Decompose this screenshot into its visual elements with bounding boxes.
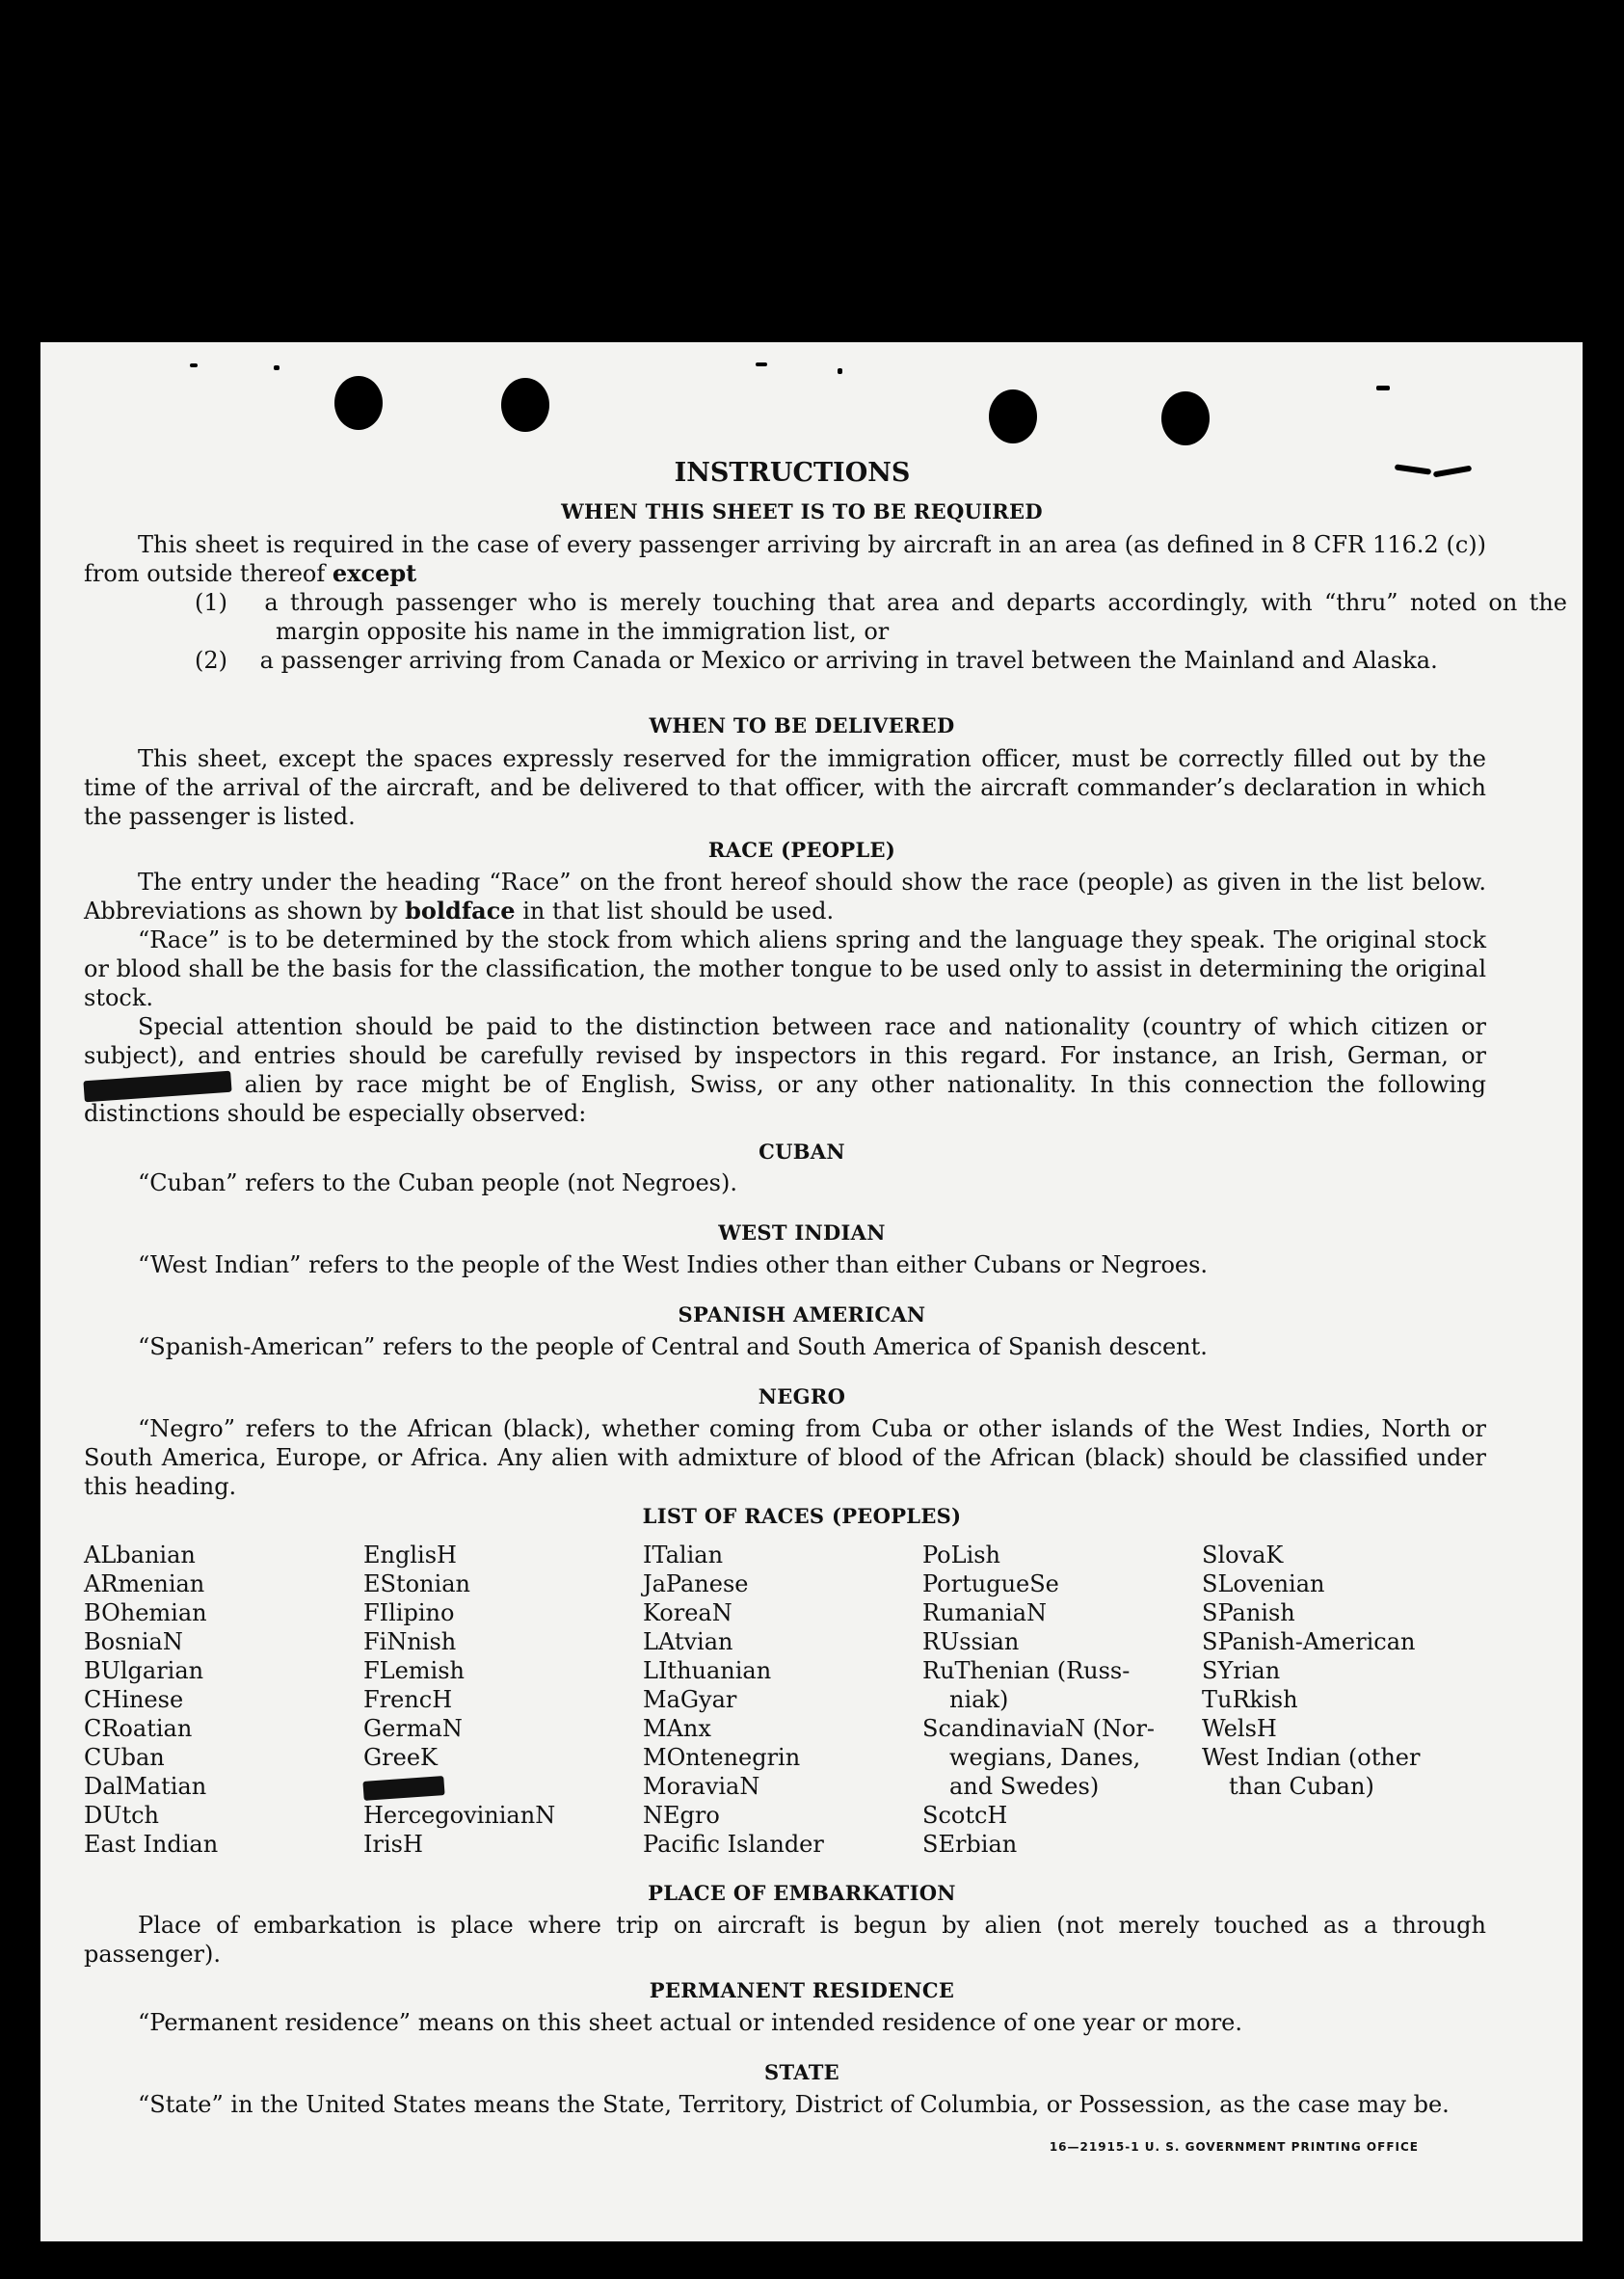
race-entry: than Cuban): [1229, 1773, 1374, 1800]
race-entry: TuRkish: [1202, 1686, 1298, 1713]
race-entry: IrisH: [363, 1831, 423, 1858]
race-entry: NEgro: [643, 1802, 720, 1829]
race-entry: RumaniaN: [922, 1599, 1048, 1626]
race-entry: ARmenian: [84, 1570, 205, 1597]
race-entry: CHinese: [84, 1686, 184, 1713]
race-p3-text: Special attention should be paid to the distinction between race and nationality (country of which citizen or subject), and entries should be carefully revised by inspectors in this regard. For instance, an Irish, German, or: [84, 1013, 1486, 1069]
race-entry: JaPanese: [643, 1570, 749, 1597]
printing-office-footer: 16—21915-1 U. S. GOVERNMENT PRINTING OFFICE: [1049, 2140, 1419, 2154]
race-entry: ALbanian: [84, 1542, 196, 1568]
punch-hole: [334, 376, 383, 430]
speck: [756, 362, 767, 366]
redacted-race-entry: [362, 1776, 444, 1801]
races-column-1: [84, 1541, 218, 1859]
race-p1-text: The entry under the heading “Race” on the front hereof should show the race (people) as given in the list below. Abbreviations as shown by: [84, 869, 1486, 925]
paragraph-negro: “Negro” refers to the African (black), whether coming from Cuba or other islands of the West Indies, North or South America, Europe, or Africa. Any alien with admixture of blood of the African (black) should be classified under this heading.: [84, 1415, 1486, 1500]
heading-negro: NEGRO: [758, 1384, 846, 1408]
paragraph-race-3: [84, 1012, 1486, 1128]
document-title: INSTRUCTIONS: [674, 458, 911, 488]
race-entry: GermaN: [363, 1715, 463, 1742]
redacted-word: [83, 1070, 231, 1102]
required-intro-bold: except: [332, 559, 417, 587]
speck: [838, 368, 842, 374]
required-intro: This sheet is required in the case of every passenger arriving by aircraft in an area (as defined in 8 CFR 116.2 (c)) from outside thereof: [84, 531, 1486, 587]
race-entry: SLovenian: [1202, 1570, 1325, 1597]
race-entry: FiNnish: [363, 1628, 457, 1655]
races-column-5: [1202, 1541, 1420, 1801]
race-entry: ITalian: [643, 1542, 724, 1568]
race-entry: ScotcH: [922, 1802, 1008, 1829]
race-entry: CUban: [84, 1744, 165, 1771]
race-p3-text-end: alien by race might be of English, Swiss, or any other nationality. In this connection the following distinctions should be especially observed:: [84, 1071, 1486, 1127]
race-entry: PoLish: [922, 1542, 1001, 1568]
race-entry: Pacific Islander: [643, 1831, 824, 1858]
item-text: a passenger arriving from Canada or Mexico or arriving in travel between the Mainland and Alaska.: [259, 647, 1438, 674]
race-entry: MAnx: [643, 1715, 711, 1742]
heading-cuban: CUBAN: [759, 1140, 845, 1164]
race-entry: LIthuanian: [643, 1657, 772, 1684]
race-entry: KoreaN: [643, 1599, 732, 1626]
race-entry: DalMatian: [84, 1773, 207, 1800]
race-entry: SYrian: [1202, 1657, 1281, 1684]
required-item-1: [195, 588, 1567, 646]
race-entry: FIlipino: [363, 1599, 455, 1626]
heading-residence: PERMANENT RESIDENCE: [649, 1978, 955, 2002]
race-entry: SErbian: [922, 1831, 1018, 1858]
item-number: (1): [195, 589, 227, 616]
speck: [190, 363, 198, 367]
heading-west-indian: WEST INDIAN: [718, 1220, 886, 1245]
race-p1-bold: boldface: [405, 897, 516, 925]
race-entry: FrencH: [363, 1686, 453, 1713]
race-entry: and Swedes): [949, 1773, 1100, 1800]
heading-embarkation: PLACE OF EMBARKATION: [648, 1881, 956, 1905]
race-entry: [363, 1772, 555, 1801]
punch-hole: [1161, 391, 1210, 445]
paragraph-cuban: “Cuban” refers to the Cuban people (not Negroes).: [138, 1169, 737, 1196]
race-entry: MoraviaN: [643, 1773, 760, 1800]
race-entry: HercegovinianN: [363, 1802, 556, 1829]
race-entry: WelsH: [1202, 1715, 1277, 1742]
race-entry: BOhemian: [84, 1599, 207, 1626]
paragraph-required: [84, 530, 1486, 588]
race-entry: BosniaN: [84, 1628, 183, 1655]
race-entry: DUtch: [84, 1802, 160, 1829]
paragraph-residence: “Permanent residence” means on this sheet actual or intended residence of one year or more.: [138, 2009, 1242, 2036]
race-entry: West Indian (other: [1202, 1744, 1421, 1771]
punch-hole: [501, 378, 549, 432]
heading-required: WHEN THIS SHEET IS TO BE REQUIRED: [561, 499, 1043, 523]
race-entry: PortugueSe: [922, 1570, 1059, 1597]
item-number: (2): [195, 647, 227, 674]
race-entry: LAtvian: [643, 1628, 733, 1655]
item-text: a through passenger who is merely touching that area and departs accordingly, with “thru” noted on the margin opposite his name in the immigration list, or: [264, 589, 1567, 645]
race-entry: FLemish: [363, 1657, 465, 1684]
heading-state: STATE: [764, 2060, 839, 2084]
heading-list-of-races: LIST OF RACES (PEOPLES): [642, 1504, 962, 1528]
paragraph-spanish-american: “Spanish-American” refers to the people of Central and South America of Spanish descent.: [138, 1333, 1208, 1360]
punch-hole: [989, 389, 1037, 443]
heading-spanish-american: SPANISH AMERICAN: [678, 1302, 926, 1327]
paragraph-west-indian: “West Indian” refers to the people of the West Indies other than either Cubans or Negroes.: [138, 1251, 1209, 1278]
paragraph-race-2: “Race” is to be determined by the stock from which aliens spring and the language they speak. The original stock or blood shall be the basis for the classification, the mother tongue to be used only to assist in determining the original stock.: [84, 926, 1486, 1011]
required-item-2: [195, 646, 1567, 675]
race-entry: East Indian: [84, 1831, 219, 1858]
race-p1-text-end: in that list should be used.: [522, 898, 835, 925]
instruction-sheet: [40, 342, 1583, 2241]
race-entry: RUssian: [922, 1628, 1020, 1655]
race-entry: GreeK: [363, 1744, 438, 1771]
paragraph-race-1: [84, 868, 1486, 925]
speck: [1376, 386, 1390, 390]
races-column-3: [643, 1541, 824, 1859]
paragraph-delivered: This sheet, except the spaces expressly reserved for the immigration officer, must be correctly filled out by the time of the arrival of the aircraft, and be delivered to that officer, with the aircraft commander’s declaration in which the passenger is listed.: [84, 745, 1486, 830]
race-entry: SPanish-American: [1202, 1628, 1416, 1655]
races-column-4: [922, 1541, 1155, 1859]
race-entry: SlovaK: [1202, 1542, 1284, 1568]
races-column-2: [363, 1541, 555, 1859]
race-entry: CRoatian: [84, 1715, 193, 1742]
paragraph-state: “State” in the United States means the State, Territory, District of Columbia, or Possession, as the case may be.: [138, 2091, 1450, 2118]
race-entry: EStonian: [363, 1570, 470, 1597]
heading-delivered: WHEN TO BE DELIVERED: [649, 713, 955, 737]
race-entry: SPanish: [1202, 1599, 1295, 1626]
race-entry: MOntenegrin: [643, 1744, 801, 1771]
race-entry: wegians, Danes,: [949, 1744, 1141, 1771]
race-entry: niak): [949, 1686, 1009, 1713]
race-entry: MaGyar: [643, 1686, 737, 1713]
race-entry: RuThenian (Russ-: [922, 1657, 1131, 1684]
race-entry: BUlgarian: [84, 1657, 204, 1684]
race-entry: EnglisH: [363, 1542, 457, 1568]
speck: [274, 365, 280, 370]
heading-race: RACE (PEOPLE): [707, 838, 896, 862]
race-entry: ScandinaviaN (Nor-: [922, 1715, 1156, 1742]
paragraph-embarkation: Place of embarkation is place where trip on aircraft is begun by alien (not merely touched as a through passenger).: [84, 1912, 1486, 1968]
